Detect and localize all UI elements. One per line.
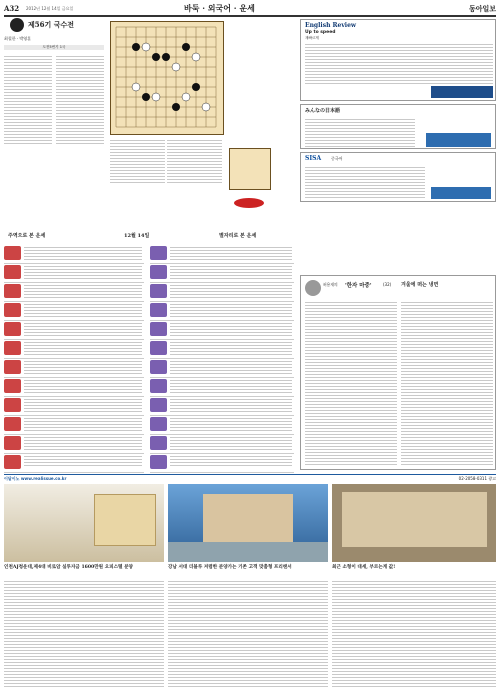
apartment-photo <box>4 484 164 562</box>
realestate-article-3 <box>332 565 496 689</box>
sisa-box <box>300 152 496 202</box>
zodiac-icon <box>4 322 21 336</box>
horoscope-row <box>150 263 294 283</box>
baduk-section: 제56기 국수전 최철한 · 박영훈 도전5번기 1국 <box>4 18 294 246</box>
zodiac-icon <box>150 246 167 260</box>
realestate-article-1 <box>4 565 164 689</box>
zodiac-icon <box>150 284 167 298</box>
baduk-commentary-col3 <box>110 138 165 183</box>
baduk-commentary-col4 <box>167 138 222 183</box>
horoscope-row <box>4 339 144 359</box>
zodiac-icon <box>4 379 21 393</box>
zodiac-icon <box>4 303 21 317</box>
horoscope-row <box>4 377 144 397</box>
english-review-body <box>305 42 493 84</box>
zodiac-icon <box>150 341 167 355</box>
issue-date: 2012년 12월 14일 금요일 <box>26 6 74 11</box>
horoscope-row <box>150 434 294 454</box>
english-review-box <box>300 19 496 101</box>
zodiac-icon <box>150 398 167 412</box>
zodiac-icon <box>4 341 21 355</box>
horoscope-row <box>4 396 144 416</box>
horoscope-right-title: 별자리로 본 운세 <box>219 233 257 239</box>
column-title: '한자 마중' <box>345 283 372 289</box>
zodiac-icon <box>4 265 21 279</box>
realestate-article-2 <box>168 565 328 689</box>
realestate-banner-label: 이달이노 www.realissue.co.kr <box>4 476 67 481</box>
article-headline: 최근 소형이 대세, 부르는게 값! <box>332 565 396 570</box>
black-player-name: 최철한 <box>4 36 16 41</box>
zodiac-icon <box>150 265 167 279</box>
horoscope-row <box>150 415 294 435</box>
english-review-subtitle: Up to speed <box>305 30 336 35</box>
column-episode: (32) <box>383 282 392 287</box>
zodiac-icon <box>150 436 167 450</box>
sisa-body <box>305 165 425 199</box>
hanja-column <box>300 275 496 470</box>
sponsor-logos <box>234 198 284 223</box>
horoscope-row <box>4 320 144 340</box>
horoscope-date: 12월 14일 <box>124 233 150 239</box>
zodiac-icon <box>150 379 167 393</box>
author-photo <box>305 280 321 296</box>
baduk-title: 제56기 국수전 <box>28 20 74 29</box>
horoscope-left-title: 주역으로 본 운세 <box>8 233 46 239</box>
sisa-ad <box>431 187 491 199</box>
baduk-commentary-col1 <box>4 54 52 144</box>
japanese-title: みんなの日本語 <box>305 108 341 114</box>
column-body-right <box>401 300 493 465</box>
article-headline: 인천AJ청운대,제4대 비로암 실투자금 1600만원 오피스텔 분양 <box>4 565 133 570</box>
english-review-title: English Review <box>305 22 357 29</box>
white-player-name: 박영훈 <box>19 36 32 41</box>
realestate-header <box>4 474 496 483</box>
building-photo <box>168 484 328 562</box>
horoscope-row <box>4 263 144 283</box>
horoscope-row <box>4 301 144 321</box>
horoscope-row <box>4 453 144 473</box>
newspaper-name: 동아일보 <box>468 4 496 13</box>
horoscope-row <box>4 415 144 435</box>
zodiac-icon <box>4 246 21 260</box>
zodiac-icon <box>4 436 21 450</box>
baduk-logo-icon <box>10 18 24 32</box>
zodiac-icon <box>150 322 167 336</box>
horoscope-right-list <box>150 244 294 469</box>
realestate-ad-note: 02-2058-0311 광고 <box>458 476 496 481</box>
zodiac-icon <box>4 455 21 469</box>
zodiac-icon <box>150 417 167 431</box>
kia-logo-icon <box>234 198 264 208</box>
go-board-reference <box>229 148 271 190</box>
zodiac-icon <box>4 417 21 431</box>
horoscope-row <box>150 301 294 321</box>
horoscope-left-list <box>4 244 144 469</box>
horoscope-header <box>4 230 294 245</box>
horoscope-row <box>150 358 294 378</box>
zodiac-icon <box>4 360 21 374</box>
horoscope-row <box>150 377 294 397</box>
sisa-logo: SISA <box>305 155 322 162</box>
horoscope-row <box>4 244 144 264</box>
zodiac-icon <box>150 360 167 374</box>
column-body-left <box>305 300 397 465</box>
horoscope-row <box>150 244 294 264</box>
horoscope-row <box>150 396 294 416</box>
horoscope-row <box>4 434 144 454</box>
japanese-box <box>300 104 496 149</box>
baduk-commentary-col2 <box>56 54 104 144</box>
page-header <box>4 3 496 15</box>
zodiac-icon <box>4 398 21 412</box>
horoscope-row <box>150 320 294 340</box>
article-headline: 강남 서대 더블루 저렴한 분양가는 기존 고객 맞춤형 프리랜서 <box>168 565 292 570</box>
zodiac-icon <box>4 284 21 298</box>
english-ad-banner <box>431 86 493 98</box>
horoscope-row <box>150 453 294 473</box>
horoscope-row <box>4 358 144 378</box>
column-headline: 겨울에 떠는 냉면 <box>401 282 439 288</box>
page-number: A32 <box>4 4 20 13</box>
interior-photo <box>332 484 496 562</box>
zodiac-icon <box>150 303 167 317</box>
horoscope-row <box>150 339 294 359</box>
game-label: 도전5번기 1국 <box>4 45 104 50</box>
zodiac-icon <box>150 455 167 469</box>
sisa-subtitle: 중국어 <box>331 156 343 161</box>
horoscope-row <box>4 282 144 302</box>
horoscope-row <box>150 282 294 302</box>
column-tag: 허용재의 <box>323 282 338 287</box>
go-board-main <box>110 21 224 135</box>
section-title: 바둑 · 외국어 · 운세 <box>184 3 255 13</box>
japanese-ad <box>426 133 491 147</box>
japanese-body <box>305 117 415 147</box>
english-review-subtitle-kr: 재빠르게 <box>305 36 319 40</box>
